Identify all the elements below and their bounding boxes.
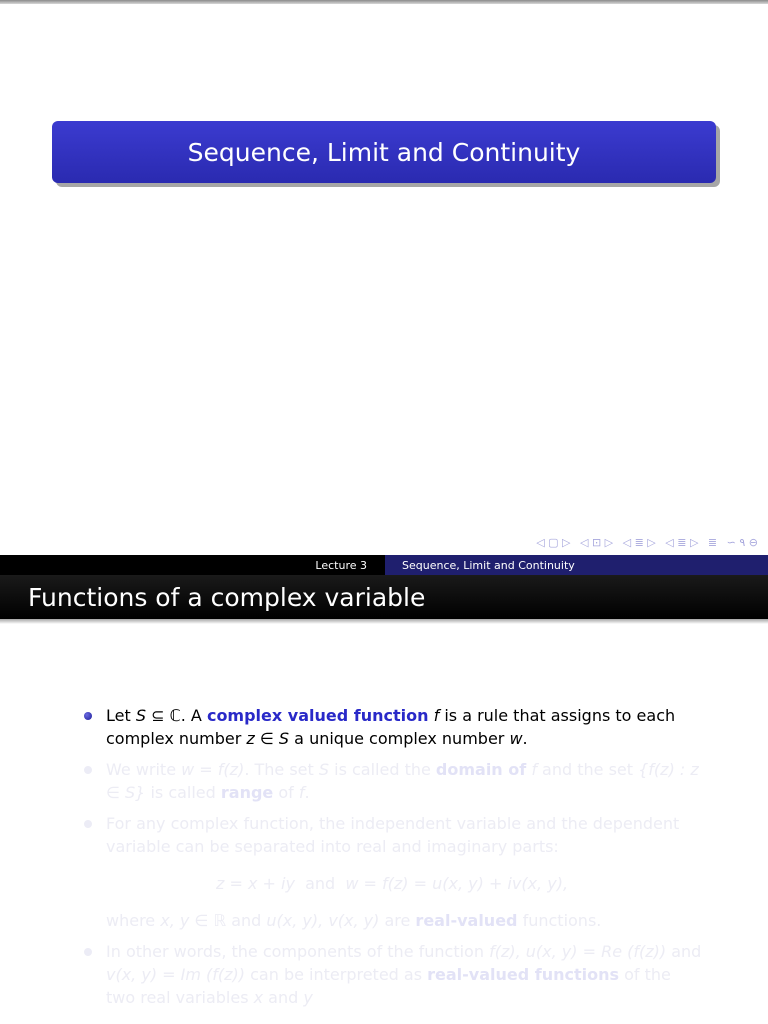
nav-section-icon[interactable]: ◁ ≣ ▷ [622, 536, 656, 549]
lecture-label: Lecture 3 [315, 558, 367, 572]
bullet-icon [84, 712, 92, 720]
nav-subsection-icon[interactable]: ◁ ⊡ ▷ [580, 536, 614, 549]
header-bar [0, 555, 768, 575]
list-item: For any complex function, the independent variable and the dependent variable can be separated into real and imaginary parts: z = x + iy and w = f(z) = u(x, y) + iv(x, y), where x, y ∈ ℝ and u(x, y), v(x, y) are real-valued functions. [82, 812, 702, 932]
bullet-icon [84, 820, 92, 828]
bullet-icon [84, 948, 92, 956]
navigation-controls[interactable] [530, 536, 758, 549]
nav-align-icon[interactable]: ≣ [707, 536, 718, 549]
list-item: Let S ⊆ ℂ. A complex valued function f is a rule that assigns to each complex number z ∈ S a unique complex number w. [82, 704, 702, 750]
section-label: Sequence, Limit and Continuity [402, 558, 575, 572]
term-range: range [220, 783, 274, 802]
frame-title-bar [0, 575, 768, 619]
term-real-valued: real-valued [415, 911, 518, 930]
header-left [0, 555, 385, 575]
slide-content [82, 704, 702, 1017]
term-real-valued-functions: real-valued functions [427, 965, 620, 984]
nav-slide-icon[interactable]: ◁ ≣ ▷ [665, 536, 699, 549]
equation: z = x + iy and w = f(z) = u(x, y) + iv(x, y), [215, 874, 569, 893]
term-complex-valued-function: complex valued function [206, 706, 429, 725]
frame-title: Functions of a complex variable [28, 582, 426, 612]
slide-title: Sequence, Limit and Continuity [187, 137, 581, 167]
frame-title-shadow [0, 619, 768, 624]
header-right [385, 555, 768, 575]
slide-title-box [52, 121, 716, 183]
list-item: We write w = f(z). The set S is called the domain of f and the set {f(z) : z ∈ S} is called range of f. [82, 758, 702, 804]
term-domain: domain of [435, 760, 527, 779]
nav-search-icon[interactable]: ∽ ٩ ⊖ [726, 536, 758, 549]
bullet-icon [84, 766, 92, 774]
top-border [0, 0, 768, 4]
list-item: In other words, the components of the function f(z), u(x, y) = Re (f(z)) and v(x, y) = Im (f(z)) can be interpreted as real-valued functions of the two real variables x and y [82, 940, 702, 1009]
nav-frame-icon[interactable]: ◁ ▢ ▷ [536, 536, 571, 549]
